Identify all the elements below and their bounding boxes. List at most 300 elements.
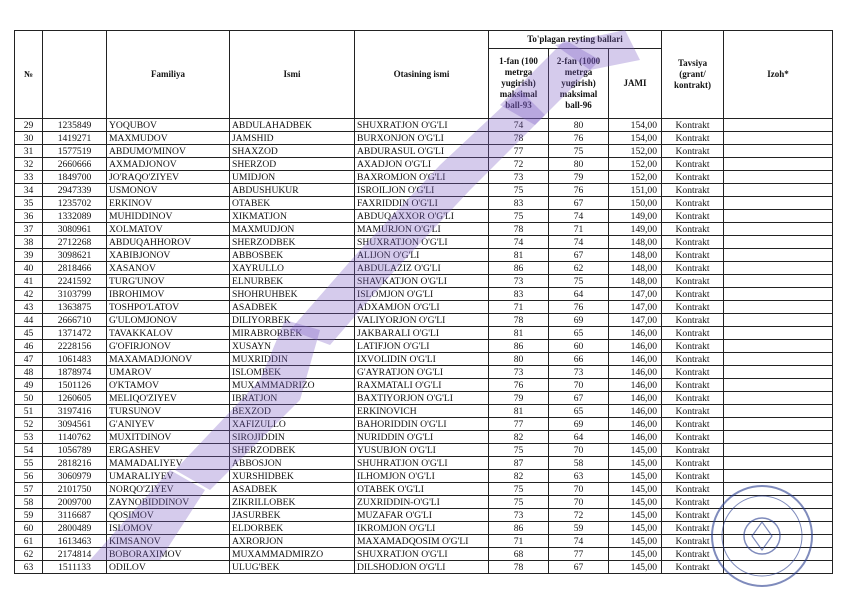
recommendation-cell: Kontrakt <box>662 457 724 470</box>
name-cell: ULUG'BEK <box>230 561 355 574</box>
row-number: 45 <box>15 327 43 340</box>
applicant-id: 2228156 <box>43 340 107 353</box>
total-score: 145,00 <box>609 496 662 509</box>
applicant-id: 3116687 <box>43 509 107 522</box>
recommendation-cell: Kontrakt <box>662 223 724 236</box>
applicant-id: 2241592 <box>43 275 107 288</box>
applicant-id: 1878974 <box>43 366 107 379</box>
total-score: 146,00 <box>609 379 662 392</box>
table-body <box>15 119 833 574</box>
row-number: 49 <box>15 379 43 392</box>
patronymic-cell: MAXAMADQOSIM O'G'LI <box>355 535 489 548</box>
row-number: 37 <box>15 223 43 236</box>
row-number: 30 <box>15 132 43 145</box>
patronymic-cell: IKROMJON O'G'LI <box>355 522 489 535</box>
total-score: 146,00 <box>609 353 662 366</box>
patronymic-cell: SHUXRATJON O'G'LI <box>355 119 489 132</box>
subject1-score: 81 <box>489 327 549 340</box>
surname-cell: XABIBJONOV <box>107 249 230 262</box>
row-number: 60 <box>15 522 43 535</box>
table-row <box>15 119 833 132</box>
patronymic-cell: BAHORIDDIN O'G'LI <box>355 418 489 431</box>
subject1-score: 71 <box>489 301 549 314</box>
row-number: 44 <box>15 314 43 327</box>
surname-cell: TURSUNOV <box>107 405 230 418</box>
applicant-id: 1613463 <box>43 535 107 548</box>
total-score: 146,00 <box>609 431 662 444</box>
name-cell: MIRABRORBEK <box>230 327 355 340</box>
header-patronymic: Otasining ismi <box>355 31 489 119</box>
subject2-score: 76 <box>549 301 609 314</box>
applicant-id: 1332089 <box>43 210 107 223</box>
patronymic-cell: BAXTIYORJON O'G'LI <box>355 392 489 405</box>
subject2-score: 67 <box>549 561 609 574</box>
header-scores-group: To'plagan reyting ballari <box>489 31 662 49</box>
total-score: 145,00 <box>609 509 662 522</box>
subject2-score: 67 <box>549 249 609 262</box>
surname-cell: MUXITDINOV <box>107 431 230 444</box>
row-number: 63 <box>15 561 43 574</box>
subject1-score: 81 <box>489 405 549 418</box>
total-score: 146,00 <box>609 366 662 379</box>
surname-cell: TAVAKKALOV <box>107 327 230 340</box>
patronymic-cell: ILHOMJON O'G'LI <box>355 470 489 483</box>
row-number: 48 <box>15 366 43 379</box>
name-cell: ASADBEK <box>230 301 355 314</box>
header-number: № <box>15 31 43 119</box>
subject2-score: 75 <box>549 145 609 158</box>
subject2-score: 70 <box>549 379 609 392</box>
row-number: 62 <box>15 548 43 561</box>
applicant-id: 1419271 <box>43 132 107 145</box>
recommendation-cell: Kontrakt <box>662 236 724 249</box>
row-number: 31 <box>15 145 43 158</box>
name-cell: MUXRIDDIN <box>230 353 355 366</box>
surname-cell: UMAROV <box>107 366 230 379</box>
subject1-score: 73 <box>489 171 549 184</box>
total-score: 146,00 <box>609 405 662 418</box>
total-score: 151,00 <box>609 184 662 197</box>
row-number: 39 <box>15 249 43 262</box>
name-cell: ABBOSJON <box>230 457 355 470</box>
recommendation-cell: Kontrakt <box>662 119 724 132</box>
recommendation-cell: Kontrakt <box>662 314 724 327</box>
surname-cell: MELIQO'ZIYEV <box>107 392 230 405</box>
note-cell <box>724 392 833 405</box>
subject2-score: 80 <box>549 158 609 171</box>
row-number: 58 <box>15 496 43 509</box>
name-cell: MUXAMMADRIZO <box>230 379 355 392</box>
surname-cell: TOSHPO'LATOV <box>107 301 230 314</box>
total-score: 145,00 <box>609 483 662 496</box>
table-row <box>15 327 833 340</box>
subject1-score: 73 <box>489 275 549 288</box>
patronymic-cell: NURIDDIN O'G'LI <box>355 431 489 444</box>
applicant-id: 1363875 <box>43 301 107 314</box>
rating-table-sheet <box>14 30 832 574</box>
surname-cell: TURG'UNOV <box>107 275 230 288</box>
recommendation-cell: Kontrakt <box>662 301 724 314</box>
name-cell: IBRATJON <box>230 392 355 405</box>
table-row <box>15 444 833 457</box>
name-cell: UMIDJON <box>230 171 355 184</box>
table-row <box>15 158 833 171</box>
table-row <box>15 509 833 522</box>
name-cell: ASADBEK <box>230 483 355 496</box>
name-cell: ABDUSHUKUR <box>230 184 355 197</box>
total-score: 152,00 <box>609 158 662 171</box>
subject1-score: 77 <box>489 418 549 431</box>
table-row <box>15 184 833 197</box>
applicant-id: 2800489 <box>43 522 107 535</box>
subject1-score: 86 <box>489 522 549 535</box>
surname-cell: G'OFIRJONOV <box>107 340 230 353</box>
recommendation-cell: Kontrakt <box>662 418 724 431</box>
row-number: 54 <box>15 444 43 457</box>
patronymic-cell: ISROILJON O'G'LI <box>355 184 489 197</box>
table-row <box>15 548 833 561</box>
recommendation-cell: Kontrakt <box>662 340 724 353</box>
total-score: 154,00 <box>609 132 662 145</box>
table-row <box>15 353 833 366</box>
rating-table <box>14 30 833 574</box>
subject2-score: 79 <box>549 171 609 184</box>
patronymic-cell: AXADJON O'G'LI <box>355 158 489 171</box>
surname-cell: IBROHIMOV <box>107 288 230 301</box>
name-cell: XUSAYN <box>230 340 355 353</box>
row-number: 46 <box>15 340 43 353</box>
name-cell: XAYRULLO <box>230 262 355 275</box>
row-number: 47 <box>15 353 43 366</box>
applicant-id: 2947339 <box>43 184 107 197</box>
note-cell <box>724 522 833 535</box>
subject2-score: 59 <box>549 522 609 535</box>
subject1-score: 74 <box>489 119 549 132</box>
total-score: 146,00 <box>609 340 662 353</box>
row-number: 38 <box>15 236 43 249</box>
note-cell <box>724 288 833 301</box>
subject2-score: 70 <box>549 496 609 509</box>
note-cell <box>724 548 833 561</box>
total-score: 154,00 <box>609 119 662 132</box>
table-row <box>15 470 833 483</box>
surname-cell: KIMSANOV <box>107 535 230 548</box>
name-cell: ABBOSBEK <box>230 249 355 262</box>
note-cell <box>724 444 833 457</box>
patronymic-cell: SHUHRATJON O'G'LI <box>355 457 489 470</box>
patronymic-cell: LATIFJON O'G'LI <box>355 340 489 353</box>
total-score: 148,00 <box>609 249 662 262</box>
name-cell: AXRORJON <box>230 535 355 548</box>
table-row <box>15 288 833 301</box>
table-row <box>15 340 833 353</box>
total-score: 148,00 <box>609 236 662 249</box>
table-row <box>15 171 833 184</box>
subject1-score: 75 <box>489 496 549 509</box>
name-cell: MUXAMMADMIRZO <box>230 548 355 561</box>
subject1-score: 80 <box>489 353 549 366</box>
recommendation-cell: Kontrakt <box>662 197 724 210</box>
subject1-score: 82 <box>489 431 549 444</box>
total-score: 145,00 <box>609 444 662 457</box>
surname-cell: UMARALIYEV <box>107 470 230 483</box>
surname-cell: YOQUBOV <box>107 119 230 132</box>
subject2-score: 69 <box>549 418 609 431</box>
recommendation-cell: Kontrakt <box>662 249 724 262</box>
patronymic-cell: ADXAMJON O'G'LI <box>355 301 489 314</box>
subject1-score: 72 <box>489 158 549 171</box>
subject2-score: 65 <box>549 405 609 418</box>
name-cell: SHOHRUHBEK <box>230 288 355 301</box>
total-score: 146,00 <box>609 327 662 340</box>
subject1-score: 78 <box>489 561 549 574</box>
note-cell <box>724 119 833 132</box>
name-cell: DILIYORBEK <box>230 314 355 327</box>
table-row <box>15 275 833 288</box>
applicant-id: 2174814 <box>43 548 107 561</box>
surname-cell: ERGASHEV <box>107 444 230 457</box>
surname-cell: XOLMATOV <box>107 223 230 236</box>
applicant-id: 2660666 <box>43 158 107 171</box>
row-number: 51 <box>15 405 43 418</box>
recommendation-cell: Kontrakt <box>662 509 724 522</box>
surname-cell: ZAYNOBIDDINOV <box>107 496 230 509</box>
note-cell <box>724 405 833 418</box>
subject2-score: 80 <box>549 119 609 132</box>
note-cell <box>724 431 833 444</box>
table-row <box>15 418 833 431</box>
patronymic-cell: FAXRIDDIN O'G'LI <box>355 197 489 210</box>
surname-cell: ABDUMO'MINOV <box>107 145 230 158</box>
table-row <box>15 145 833 158</box>
note-cell <box>724 327 833 340</box>
table-row <box>15 522 833 535</box>
note-cell <box>724 457 833 470</box>
applicant-id: 3103799 <box>43 288 107 301</box>
row-number: 40 <box>15 262 43 275</box>
table-row <box>15 197 833 210</box>
recommendation-cell: Kontrakt <box>662 548 724 561</box>
row-number: 55 <box>15 457 43 470</box>
name-cell: MAXMUDJON <box>230 223 355 236</box>
applicant-id: 1056789 <box>43 444 107 457</box>
row-number: 33 <box>15 171 43 184</box>
name-cell: ELDORBEK <box>230 522 355 535</box>
surname-cell: MAXAMADJONOV <box>107 353 230 366</box>
subject1-score: 78 <box>489 223 549 236</box>
subject2-score: 64 <box>549 431 609 444</box>
row-number: 41 <box>15 275 43 288</box>
row-number: 36 <box>15 210 43 223</box>
note-cell <box>724 561 833 574</box>
subject1-score: 71 <box>489 535 549 548</box>
surname-cell: O'KTAMOV <box>107 379 230 392</box>
patronymic-cell: ERKINOVICH <box>355 405 489 418</box>
applicant-id: 2818466 <box>43 262 107 275</box>
subject1-score: 73 <box>489 509 549 522</box>
note-cell <box>724 262 833 275</box>
patronymic-cell: SHUXRATJON O'G'LI <box>355 548 489 561</box>
row-number: 53 <box>15 431 43 444</box>
patronymic-cell: BURXONJON O'G'LI <box>355 132 489 145</box>
subject2-score: 60 <box>549 340 609 353</box>
subject1-score: 74 <box>489 236 549 249</box>
name-cell: XURSHIDBEK <box>230 470 355 483</box>
subject2-score: 63 <box>549 470 609 483</box>
total-score: 147,00 <box>609 314 662 327</box>
subject1-score: 75 <box>489 483 549 496</box>
subject2-score: 75 <box>549 275 609 288</box>
patronymic-cell: ABDUQAXXOR O'G'LI <box>355 210 489 223</box>
subject1-score: 76 <box>489 379 549 392</box>
patronymic-cell: G'AYRATJON O'G'LI <box>355 366 489 379</box>
total-score: 146,00 <box>609 392 662 405</box>
subject2-score: 69 <box>549 314 609 327</box>
subject2-score: 67 <box>549 392 609 405</box>
surname-cell: NORQO'ZIYEV <box>107 483 230 496</box>
header-total: JAMI <box>609 49 662 119</box>
row-number: 29 <box>15 119 43 132</box>
recommendation-cell: Kontrakt <box>662 444 724 457</box>
note-cell <box>724 483 833 496</box>
subject1-score: 77 <box>489 145 549 158</box>
subject1-score: 73 <box>489 366 549 379</box>
recommendation-cell: Kontrakt <box>662 327 724 340</box>
patronymic-cell: MUZAFAR O'G'LI <box>355 509 489 522</box>
note-cell <box>724 496 833 509</box>
recommendation-cell: Kontrakt <box>662 379 724 392</box>
surname-cell: ABDUQAHHOROV <box>107 236 230 249</box>
total-score: 147,00 <box>609 301 662 314</box>
note-cell <box>724 470 833 483</box>
patronymic-cell: ALIJON O'G'LI <box>355 249 489 262</box>
surname-cell: ISLOMOV <box>107 522 230 535</box>
surname-cell: G'ULOMJONOV <box>107 314 230 327</box>
note-cell <box>724 158 833 171</box>
note-cell <box>724 223 833 236</box>
surname-cell: JO'RAQO'ZIYEV <box>107 171 230 184</box>
name-cell: ELNURBEK <box>230 275 355 288</box>
recommendation-cell: Kontrakt <box>662 210 724 223</box>
patronymic-cell: JAKBARALI O'G'LI <box>355 327 489 340</box>
total-score: 146,00 <box>609 418 662 431</box>
recommendation-cell: Kontrakt <box>662 483 724 496</box>
subject2-score: 76 <box>549 184 609 197</box>
patronymic-cell: MAMURJON O'G'LI <box>355 223 489 236</box>
patronymic-cell: VALIYORJON O'G'LI <box>355 314 489 327</box>
recommendation-cell: Kontrakt <box>662 470 724 483</box>
note-cell <box>724 314 833 327</box>
subject1-score: 79 <box>489 392 549 405</box>
note-cell <box>724 418 833 431</box>
recommendation-cell: Kontrakt <box>662 405 724 418</box>
note-cell <box>724 132 833 145</box>
applicant-id: 2666710 <box>43 314 107 327</box>
total-score: 148,00 <box>609 262 662 275</box>
subject1-score: 81 <box>489 249 549 262</box>
table-row <box>15 236 833 249</box>
patronymic-cell: ZUXRIDDIN-O'G'LI <box>355 496 489 509</box>
total-score: 150,00 <box>609 197 662 210</box>
subject1-score: 75 <box>489 184 549 197</box>
subject2-score: 66 <box>549 353 609 366</box>
subject1-score: 86 <box>489 340 549 353</box>
surname-cell: MAXMUDOV <box>107 132 230 145</box>
table-row <box>15 392 833 405</box>
subject2-score: 76 <box>549 132 609 145</box>
subject1-score: 86 <box>489 262 549 275</box>
applicant-id: 2101750 <box>43 483 107 496</box>
name-cell: XAFIZULLO <box>230 418 355 431</box>
total-score: 148,00 <box>609 275 662 288</box>
table-row <box>15 301 833 314</box>
subject1-score: 78 <box>489 132 549 145</box>
header-subject1: 1-fan (100 metrga yugirish) maksimal ball-93 <box>489 49 549 119</box>
subject1-score: 82 <box>489 470 549 483</box>
subject2-score: 74 <box>549 236 609 249</box>
name-cell: JASURBEK <box>230 509 355 522</box>
surname-cell: XASANOV <box>107 262 230 275</box>
surname-cell: ERKINOV <box>107 197 230 210</box>
patronymic-cell: SHUXRATJON O'G'LI <box>355 236 489 249</box>
note-cell <box>724 210 833 223</box>
table-row <box>15 366 833 379</box>
header-code <box>43 31 107 119</box>
header-note: Izoh* <box>724 31 833 119</box>
recommendation-cell: Kontrakt <box>662 366 724 379</box>
subject1-score: 83 <box>489 288 549 301</box>
applicant-id: 2009700 <box>43 496 107 509</box>
note-cell <box>724 340 833 353</box>
subject2-score: 71 <box>549 223 609 236</box>
recommendation-cell: Kontrakt <box>662 496 724 509</box>
row-number: 43 <box>15 301 43 314</box>
name-cell: SHERZODBEK <box>230 236 355 249</box>
patronymic-cell: RAXMATALI O'G'LI <box>355 379 489 392</box>
note-cell <box>724 301 833 314</box>
recommendation-cell: Kontrakt <box>662 561 724 574</box>
applicant-id: 2712268 <box>43 236 107 249</box>
subject2-score: 72 <box>549 509 609 522</box>
subject1-score: 75 <box>489 210 549 223</box>
recommendation-cell: Kontrakt <box>662 171 724 184</box>
name-cell: BEXZOD <box>230 405 355 418</box>
total-score: 147,00 <box>609 288 662 301</box>
total-score: 145,00 <box>609 457 662 470</box>
header-subject2: 2-fan (1000 metrga yugirish) maksimal ball-96 <box>549 49 609 119</box>
table-row <box>15 457 833 470</box>
subject1-score: 78 <box>489 314 549 327</box>
recommendation-cell: Kontrakt <box>662 275 724 288</box>
subject2-score: 70 <box>549 444 609 457</box>
surname-cell: ODILOV <box>107 561 230 574</box>
subject2-score: 65 <box>549 327 609 340</box>
surname-cell: MUHIDDINOV <box>107 210 230 223</box>
table-row <box>15 496 833 509</box>
table-row <box>15 249 833 262</box>
applicant-id: 1849700 <box>43 171 107 184</box>
note-cell <box>724 184 833 197</box>
note-cell <box>724 275 833 288</box>
table-row <box>15 483 833 496</box>
row-number: 34 <box>15 184 43 197</box>
subject2-score: 62 <box>549 262 609 275</box>
subject2-score: 67 <box>549 197 609 210</box>
note-cell <box>724 236 833 249</box>
total-score: 145,00 <box>609 548 662 561</box>
surname-cell: MAMADALIYEV <box>107 457 230 470</box>
patronymic-cell: ABDULAZIZ O'G'LI <box>355 262 489 275</box>
